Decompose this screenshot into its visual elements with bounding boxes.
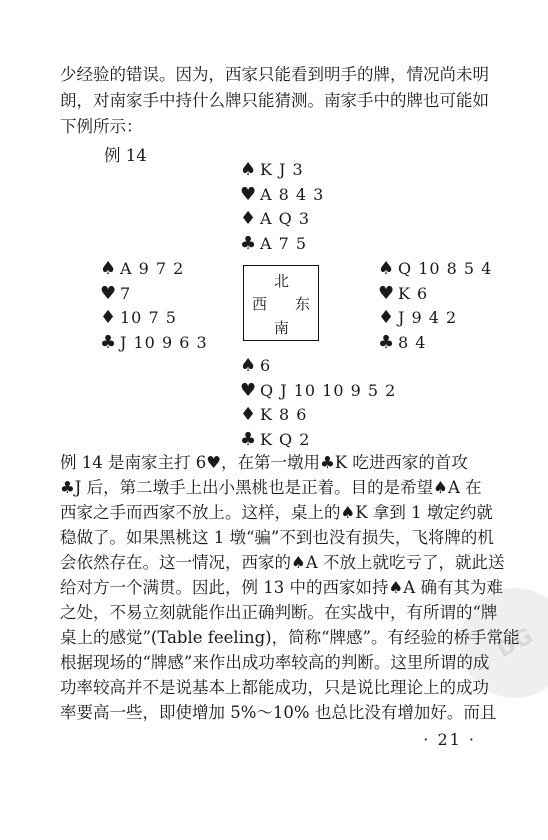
east-diamonds: J 9 4 2 <box>398 308 458 328</box>
paragraph-line: 会依然存在。这一情况，西家的♠A 不放上就吃亏了，就此送 <box>60 553 505 572</box>
paragraph-line: ♣J 后，第二墩手上出小黑桃也是正着。目的是希望♠A 在 <box>60 478 482 497</box>
south-spades: 6 <box>260 356 272 375</box>
club-icon: ♣ <box>240 429 258 451</box>
spade-icon: ♠ <box>240 159 258 181</box>
spade-icon: ♠ <box>240 355 258 377</box>
club-icon: ♣ <box>100 332 118 354</box>
west-hearts: 7 <box>120 283 132 303</box>
diamond-icon: ♦ <box>240 208 258 230</box>
compass-box <box>243 265 319 341</box>
south-hearts: Q J 10 10 9 5 2 <box>260 380 397 400</box>
south-hand <box>240 354 396 452</box>
heart-icon: ♥ <box>378 282 396 304</box>
north-clubs-row <box>240 232 324 257</box>
paragraph-line: 例 14 是南家主打 6♥，在第一墩用♣K 吃进西家的首攻 <box>60 453 468 472</box>
south-spades-row <box>240 354 396 379</box>
paragraph-line: 给对方一个满贯。因此，例 13 中的西家如持♠A 确有其为难 <box>60 578 503 597</box>
west-spades-row <box>100 257 208 282</box>
south-clubs-row <box>240 428 396 453</box>
paragraph-line: 根据现场的“牌感”来作出成功率较高的判断。这里所谓的成 <box>60 653 490 672</box>
east-diamonds-row <box>378 306 492 331</box>
east-hearts-row <box>378 282 492 307</box>
south-clubs: K Q 2 <box>260 429 311 449</box>
diamond-icon: ♦ <box>100 307 118 329</box>
north-diamonds: A Q 3 <box>260 209 311 229</box>
diamond-icon: ♦ <box>378 307 396 329</box>
west-clubs: J 10 9 6 3 <box>120 332 208 352</box>
east-clubs-row <box>378 331 492 356</box>
north-diamonds-row <box>240 207 324 232</box>
north-spades-row <box>240 158 324 183</box>
paragraph-line: 桌上的感觉”(Table feeling)，简称“牌感”。有经验的桥手常能 <box>60 628 520 647</box>
heart-icon: ♥ <box>240 183 258 205</box>
heart-icon: ♥ <box>240 379 258 401</box>
north-hand <box>240 158 324 256</box>
paragraph-line: 少经验的错误。因为，西家只能看到明手的牌，情况尚未明 <box>60 65 489 84</box>
spade-icon: ♠ <box>378 258 396 280</box>
example-label: 例 14 <box>104 146 147 165</box>
south-diamonds: K 8 6 <box>260 405 308 425</box>
paragraph-line: 朗，对南家手中持什么牌只能猜测。南家手中的牌也可能如 <box>60 91 489 110</box>
east-spades: Q 10 8 5 4 <box>398 259 493 278</box>
paragraph-line: 西家之手而西家不放上。这样，桌上的♠K 拿到 1 墩定约就 <box>60 503 493 522</box>
east-spades-row <box>378 257 492 282</box>
east-hand <box>378 257 492 355</box>
south-hearts-row <box>240 379 396 404</box>
compass-north: 北 <box>274 272 290 290</box>
west-hearts-row <box>100 282 208 307</box>
north-clubs: A 7 5 <box>260 233 308 253</box>
watermark-text: DG <box>493 623 537 663</box>
north-hearts: A 8 4 3 <box>260 184 325 204</box>
west-hand <box>100 257 208 355</box>
compass-west: 西 <box>252 295 268 313</box>
east-hearts: K 6 <box>398 283 429 303</box>
paragraph-line: 功率较高并不是说基本上都能成功，只是说比理论上的成功 <box>60 678 489 697</box>
club-icon: ♣ <box>378 332 396 354</box>
club-icon: ♣ <box>240 233 258 255</box>
page-number: · 21 · <box>423 730 476 749</box>
paragraph-line: 率要高一些，即使增加 5%～10% 也总比没有增加好。而且 <box>60 703 497 722</box>
paragraph-line: 之处，不易立刻就能作出正确判断。在实战中，有所谓的“牌 <box>60 603 498 622</box>
spade-icon: ♠ <box>100 258 118 280</box>
compass-east: 东 <box>295 295 311 313</box>
diamond-icon: ♦ <box>240 404 258 426</box>
west-diamonds-row <box>100 306 208 331</box>
paragraph-line: 下例所示： <box>60 117 143 136</box>
paragraph-line: 稳做了。如果黑桃这 1 墩“骗”不到也没有损失，飞将牌的机 <box>60 528 494 547</box>
heart-icon: ♥ <box>100 282 118 304</box>
west-clubs-row <box>100 331 208 356</box>
compass-south: 南 <box>274 319 290 337</box>
east-clubs: 8 4 <box>398 332 427 352</box>
south-diamonds-row <box>240 403 396 428</box>
north-hearts-row <box>240 183 324 208</box>
west-diamonds: 10 7 5 <box>120 308 177 328</box>
west-spades: A 9 7 2 <box>120 259 185 278</box>
north-spades: K J 3 <box>260 160 304 179</box>
